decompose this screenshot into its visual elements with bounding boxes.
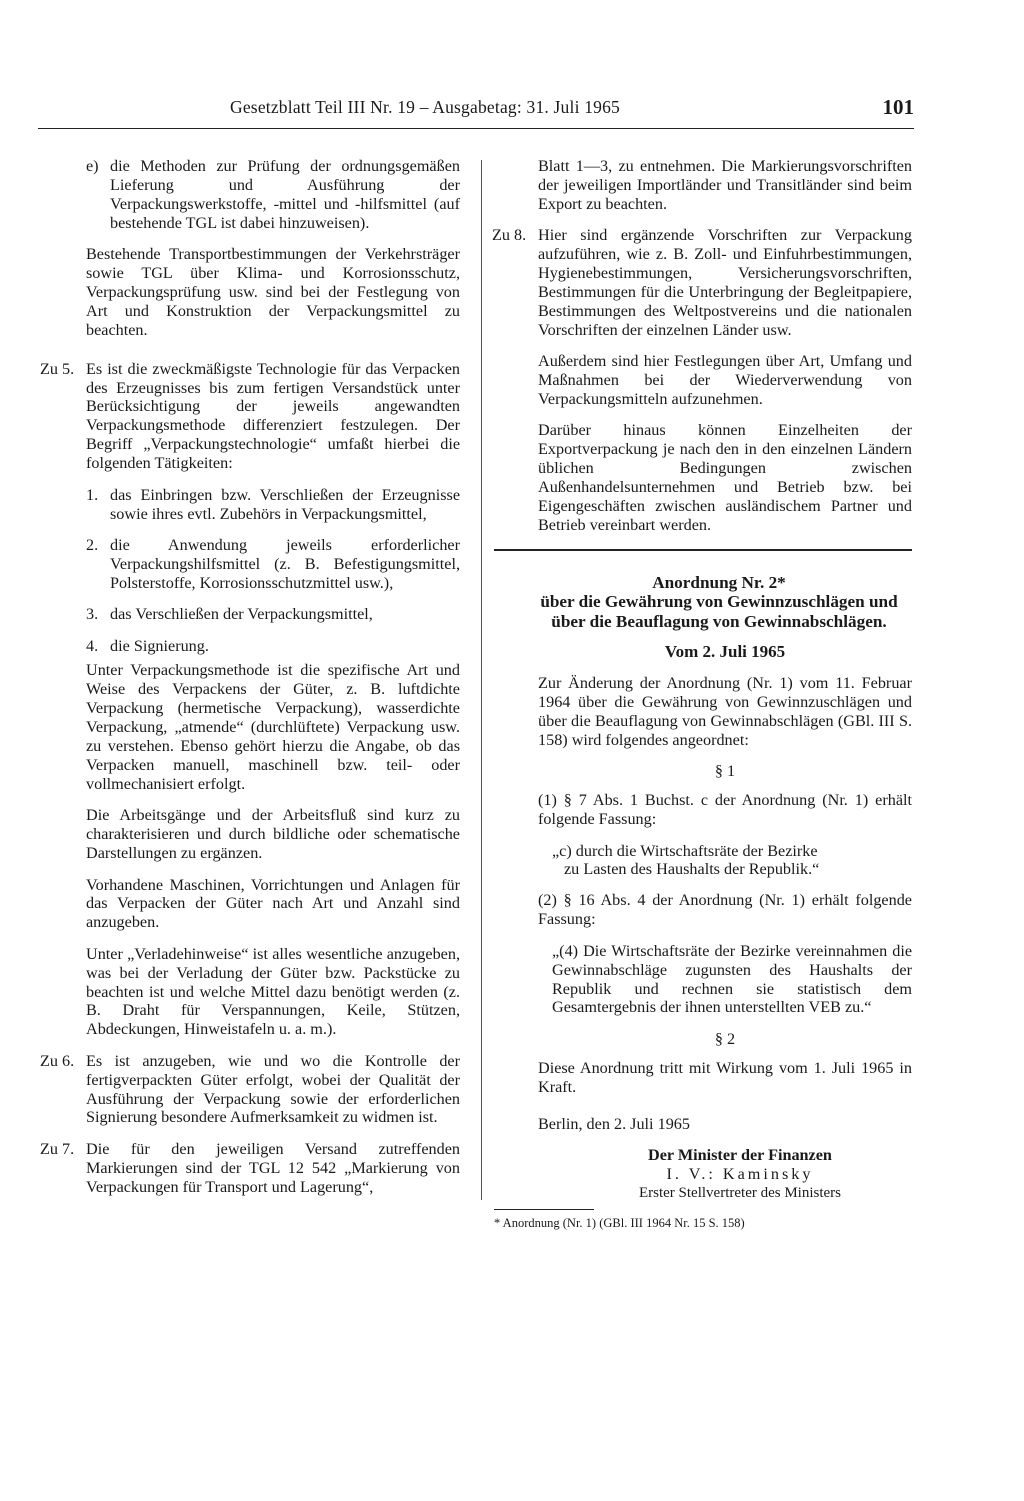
signatory-title: Der Minister der Finanzen xyxy=(648,1145,832,1164)
section-zu-8 xyxy=(492,226,912,339)
place-date: Berlin, den 2. Juli 1965 xyxy=(538,1114,690,1133)
zu-text: Es ist die zweckmäßigste Technologie für das Verpacken des Erzeugnisses bis zum fertigen Versandstück unter Berücksichtigung der jeweils angewandten Verpackungsmethode differenziert festzulegen. Der Begriff „Verpackungstechnologie“ umfaßt hierbei die folgenden Tätigkeiten: xyxy=(86,359,460,473)
section-2-paragraph: Diese Anordnung tritt mit Wirkung vom 1. Juli 1965 in Kraft. xyxy=(538,1058,912,1096)
item-text: die Signierung. xyxy=(110,636,209,655)
section-1-paragraph-2: (2) § 16 Abs. 4 der Anordnung (Nr. 1) erhält folgende Fassung: xyxy=(538,891,912,929)
anordnung-title-line-1: Anordnung Nr. 2* xyxy=(652,572,786,592)
section-heading-2: § 2 xyxy=(714,1029,736,1048)
anordnung-intro: Zur Änderung der Anordnung (Nr. 1) vom 11. Februar 1964 über die Gewährung von Gewinnzuschlägen und über die Beauflagung von Gewinnabschlägen (GBl. III S. 158) wird folgendes angeordnet: xyxy=(538,674,912,749)
quote-paragraph-4: „(4) Die Wirtschaftsräte der Bezirke vereinnahmen die Gewinnabschläge zugunsten des Haushalts der Republik und rechnen sie statistisch dem Gesamtergebnis der ihnen unterstellten VEB zu.“ xyxy=(552,941,912,1017)
list-item-3 xyxy=(86,605,460,624)
list-item-1 xyxy=(86,486,460,524)
list-item-2 xyxy=(86,536,460,593)
footnote-rule xyxy=(494,1209,594,1210)
zu-label: Zu 8. xyxy=(492,226,527,245)
quote-c-line-2: zu Lasten des Haushalts der Republik.“ xyxy=(564,860,820,879)
item-text: das Einbringen bzw. Verschließen der Erzeugnisse sowie ihres evtl. Zubehörs in Verpackungsmittel, xyxy=(110,485,460,523)
paragraph-arbeitsgaenge: Die Arbeitsgänge und der Arbeitsfluß sind kurz zu charakterisieren und durch bildliche oder schematische Darstellungen zu ergänzen. xyxy=(86,806,460,863)
item-marker: 3. xyxy=(86,605,99,624)
zu-label: Zu 7. xyxy=(40,1139,75,1158)
signatory-role: Erster Stellvertreter des Ministers xyxy=(638,1184,842,1201)
paragraph-transport: Bestehende Transportbestimmungen der Verkehrsträger sowie TGL über Klima- und Korrosionsschutz, Verpackungsprüfung usw. sind bei der Festlegung von Art und Konstruktion der Verpackungsmittel zu beachten. xyxy=(86,245,460,339)
paragraph-verladehinweise: Unter „Verladehinweise“ ist alles wesentliche anzugeben, was bei der Verladung der Güter bzw. Packstücke zu beachten ist und welche Mittel dazu benötigt werden (z. B. Draht für Verspannungen, Keile, Stützen, Abdeckungen, Hinweistafeln u. a. m.). xyxy=(86,944,460,1039)
item-marker: 4. xyxy=(86,636,99,655)
item-marker: 2. xyxy=(86,535,99,554)
section-heading-1: § 1 xyxy=(714,762,736,781)
left-column xyxy=(40,157,460,1209)
item-marker: 1. xyxy=(86,485,99,504)
column-divider xyxy=(481,160,482,1200)
right-column xyxy=(492,157,912,1233)
paragraph-zu-7-continued: Blatt 1—3, zu entnehmen. Die Markierungsvorschriften der jeweiligen Importländer und Transitländer sind beim Export zu beachten. xyxy=(538,157,912,213)
zu-text: Es ist anzugeben, wie und wo die Kontrolle der fertigverpackten Güter erfolgt, wobei der Qualität der Ausführung der Verpackung sowie der erforderlichen Signierung besondere Aufmerksamkeit zu widmen ist. xyxy=(86,1051,460,1127)
item-text: das Verschließen der Verpackungsmittel, xyxy=(110,605,373,624)
footnote: * Anordnung (Nr. 1) (GBl. III 1964 Nr. 15 S. 158) xyxy=(494,1215,745,1230)
zu-text: Hier sind ergänzende Vorschriften zur Verpackung aufzuführen, wie z. B. Zoll- und Einfuhrbestimmungen, Hygienebestimmungen, Versicherungsvorschriften, Bestimmungen für die Unterbringung der Begleitpapiere, Bestimmungen des Weltpostvereins und die nationalen Vorschriften der einzelnen Länder usw. xyxy=(538,226,912,339)
section-rule xyxy=(494,549,912,551)
running-title: Gesetzblatt Teil III Nr. 19 – Ausgabetag: 31. Juli 1965 xyxy=(230,97,621,117)
section-zu-7 xyxy=(40,1139,460,1197)
section-1-paragraph-1: (1) § 7 Abs. 1 Buchst. c der Anordnung (Nr. 1) erhält folgende Fassung: xyxy=(538,791,912,829)
signatory-name: I. V.: Kaminsky xyxy=(666,1164,814,1183)
item-text: die Methoden zur Prüfung der ordnungsgemäßen Lieferung und Ausführung der Verpackungswerkstoffe, -mittel und -hilfsmittel (auf bestehende TGL ist dabei hinzuweisen). xyxy=(110,157,460,232)
item-text: die Anwendung jeweils erforderlicher Verpackungshilfsmittel (z. B. Befestigungsmittel, Polsterstoffe, Korrosionsschutzmittel usw.), xyxy=(110,535,460,592)
anordnung-title-line-3: über die Beauflagung von Gewinnabschlägen. xyxy=(551,611,887,631)
anordnung-title-line-2: über die Gewährung von Gewinnzuschlägen und xyxy=(540,592,898,612)
zu-label: Zu 6. xyxy=(40,1051,75,1070)
zu-text: Die für den jeweiligen Versand zutreffenden Markierungen sind der TGL 12 542 „Markierung von Verpackungen für Transport und Lagerung“, xyxy=(86,1139,460,1196)
paragraph-darueber-hinaus: Darüber hinaus können Einzelheiten der Exportverpackung je nach den in den einzelnen Ländern üblichen Bedingungen zwischen Außenhandelsunternehmen und Betrieb bzw. bei Eigengeschäften zwischen ausländischem Partner und Betrieb vereinbart werden. xyxy=(538,421,912,534)
section-zu-5 xyxy=(40,359,460,473)
paragraph-ausserdem: Außerdem sind hier Festlegungen über Art, Umfang und Maßnahmen bei der Wiederverwendung von Verpackungsmitteln aufzunehmen. xyxy=(538,352,912,408)
zu-label: Zu 5. xyxy=(40,359,75,378)
list-item-4 xyxy=(86,637,460,656)
anordnung-date: Vom 2. Juli 1965 xyxy=(664,642,786,662)
list-item-e xyxy=(86,157,460,233)
section-zu-6 xyxy=(40,1051,460,1128)
paragraph-maschinen: Vorhandene Maschinen, Vorrichtungen und Anlagen für das Verpacken der Güter nach Art und Anzahl sind anzugeben. xyxy=(86,875,460,932)
page-number: 101 xyxy=(882,95,914,119)
page-header xyxy=(38,95,914,135)
paragraph-verpackungsmethode: Unter Verpackungsmethode ist die spezifische Art und Weise des Verpackens der Güter, z. B. luftdichte Verpackung (hermetische Verpackung), wasserdichte Verpackung, „atmende“ (durchlüftete) Verpackung usw. zu verstehen. Ebenso gehört hierzu die Angabe, ob das Verpacken manuell, maschinell bzw. teil- oder vollmechanisiert erfolgt. xyxy=(86,661,460,793)
quote-c-line-1: „c) durch die Wirtschaftsräte der Bezirke xyxy=(552,841,818,860)
item-marker: e) xyxy=(86,157,99,175)
header-rule xyxy=(38,128,914,129)
